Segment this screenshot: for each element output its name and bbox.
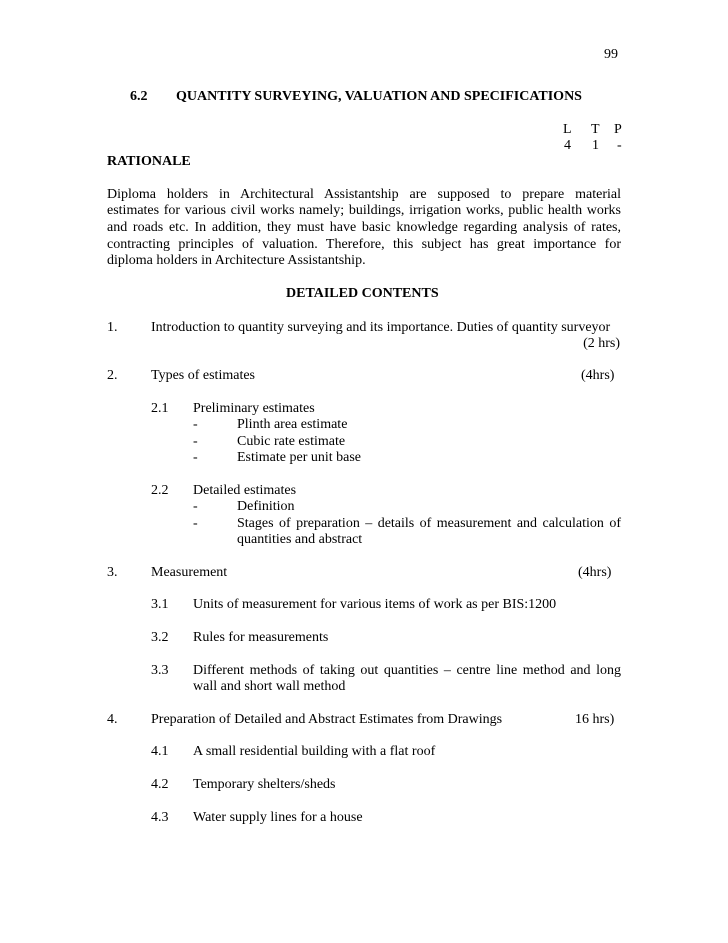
- ltp-value-t: 1: [592, 138, 599, 153]
- sub-4-1-number: 4.1: [151, 744, 169, 759]
- page-number: 99: [604, 47, 618, 62]
- sub-2-2-number: 2.2: [151, 483, 169, 498]
- sub-4-3-title: Water supply lines for a house: [193, 810, 363, 825]
- bullet-2-1-2: Cubic rate estimate: [237, 434, 346, 449]
- rationale-line-3: and roads etc. In addition, they must have basic knowledge regarding analysis of rates,: [107, 220, 621, 235]
- sub-4-2-title: Temporary shelters/sheds: [193, 777, 336, 792]
- sub-4-2-number: 4.2: [151, 777, 169, 792]
- ltp-label-p: P: [614, 122, 622, 137]
- section-number: 6.2: [130, 89, 148, 104]
- ltp-label-l: L: [563, 122, 572, 137]
- sub-2-1-number: 2.1: [151, 401, 169, 416]
- sub-3-3-number: 3.3: [151, 663, 169, 678]
- sub-3-1-number: 3.1: [151, 597, 169, 612]
- bullet-2-2-1: Definition: [237, 499, 295, 514]
- bullet-2-1-3: Estimate per unit base: [237, 450, 362, 465]
- bullet-dash: -: [193, 450, 198, 465]
- bullet-dash: -: [193, 516, 198, 531]
- sub-2-1-title: Preliminary estimates: [193, 401, 315, 416]
- item-1-title: Introduction to quantity surveying and its importance. Duties of quantity surveyor: [151, 320, 611, 335]
- rationale-line-5: diploma holders in Architecture Assistantship.: [107, 253, 366, 268]
- item-2-hours: (4hrs): [581, 368, 615, 383]
- item-1-hours: (2 hrs): [583, 336, 620, 351]
- item-4-hours: 16 hrs): [575, 712, 615, 727]
- sub-4-1-title: A small residential building with a flat roof: [193, 744, 436, 759]
- item-3-hours: (4hrs): [578, 565, 612, 580]
- sub-3-3-title-cont: wall and short wall method: [193, 679, 346, 694]
- bullet-dash: -: [193, 434, 198, 449]
- rationale-line-4: contracting principles of valuation. Therefore, this subject has great importance for: [107, 237, 621, 252]
- section-title: QUANTITY SURVEYING, VALUATION AND SPECIFICATIONS: [176, 89, 582, 104]
- bullet-2-2-2-cont: quantities and abstract: [237, 532, 363, 547]
- sub-3-1-title: Units of measurement for various items of work as per BIS:1200: [193, 597, 557, 612]
- rationale-heading: RATIONALE: [107, 154, 191, 169]
- item-2-title: Types of estimates: [151, 368, 255, 383]
- item-4-title: Preparation of Detailed and Abstract Estimates from Drawings: [151, 712, 503, 727]
- sub-4-3-number: 4.3: [151, 810, 169, 825]
- bullet-dash: -: [193, 417, 198, 432]
- sub-3-3-title: Different methods of taking out quantities – centre line method and long: [193, 663, 621, 678]
- sub-3-2-number: 3.2: [151, 630, 169, 645]
- ltp-value-l: 4: [564, 138, 571, 153]
- item-4-number: 4.: [107, 712, 118, 727]
- detailed-contents-heading: DETAILED CONTENTS: [286, 286, 439, 301]
- item-3-number: 3.: [107, 565, 118, 580]
- ltp-label-t: T: [591, 122, 600, 137]
- bullet-dash: -: [193, 499, 198, 514]
- sub-2-2-title: Detailed estimates: [193, 483, 297, 498]
- item-1-number: 1.: [107, 320, 118, 335]
- bullet-2-1-1: Plinth area estimate: [237, 417, 348, 432]
- item-2-number: 2.: [107, 368, 118, 383]
- rationale-line-1: Diploma holders in Architectural Assistantship are supposed to prepare material: [107, 187, 621, 202]
- item-3-title: Measurement: [151, 565, 228, 580]
- sub-3-2-title: Rules for measurements: [193, 630, 329, 645]
- bullet-2-2-2: Stages of preparation – details of measurement and calculation of: [237, 516, 621, 531]
- ltp-value-p: -: [617, 138, 622, 153]
- rationale-line-2: estimates for various civil works namely; buildings, irrigation works, public health works: [107, 203, 621, 218]
